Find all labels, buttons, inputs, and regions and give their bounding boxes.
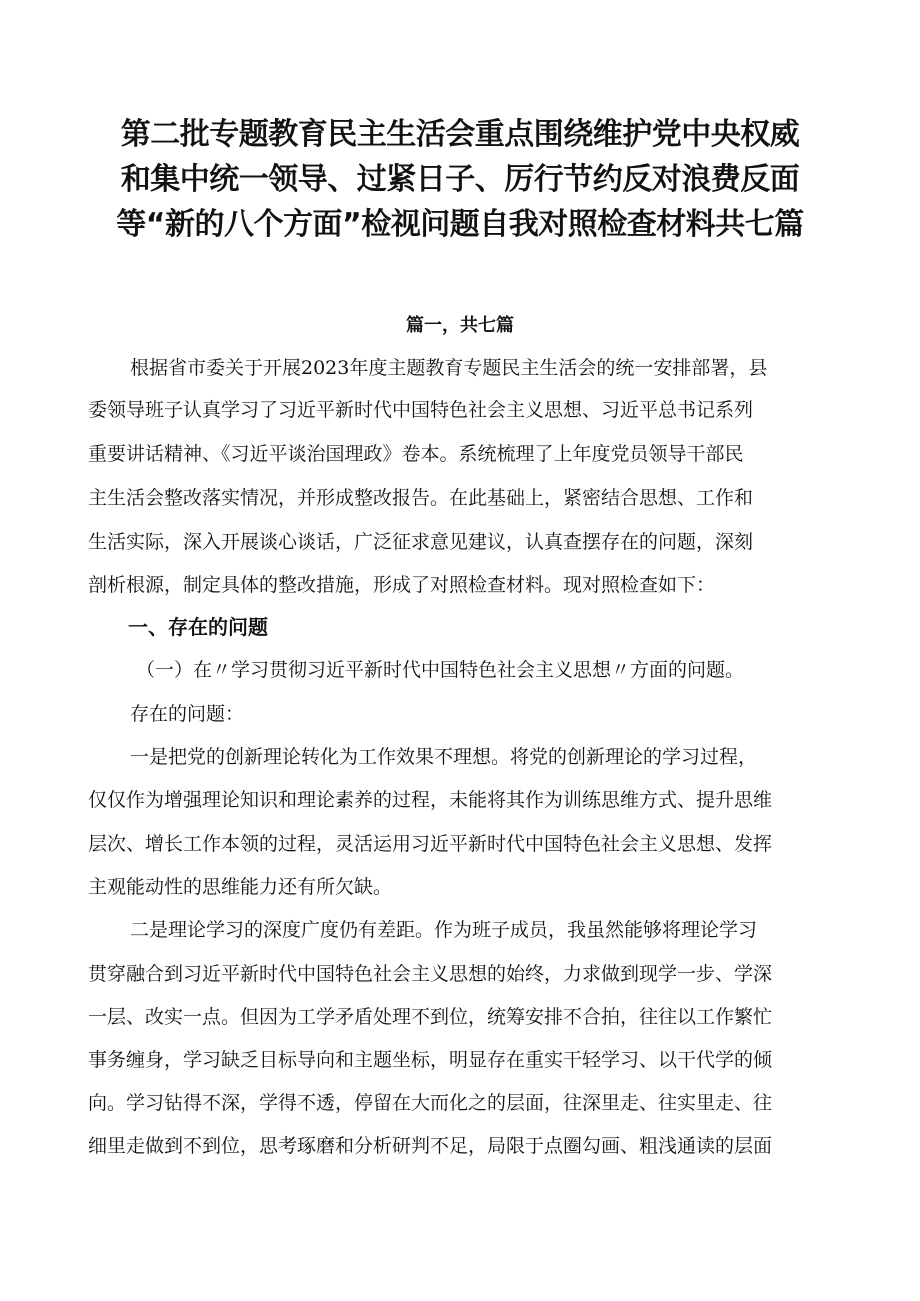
point-2-line: 细里走做到不到位，思考琢磨和分析研判不足，局限于点圈勾画、粗浅通读的层面 xyxy=(88,1135,773,1157)
point-1-line: 层次、增长工作本领的过程，灵活运用习近平新时代中国特色社会主义思想、发挥 xyxy=(88,833,773,855)
point-1-line: 一是把党的创新理论转化为工作效果不理想。将党的创新理论的学习过程， xyxy=(130,746,758,768)
existing-issues-label: 存在的问题： xyxy=(130,703,245,725)
intro-line: 剖析根源，制定具体的整改措施，形成了对照检查材料。现对照检查如下： xyxy=(88,574,716,596)
intro-line: 委领导班子认真学习了习近平新时代中国特色社会主义思想、习近平总书记系列 xyxy=(88,399,754,421)
point-2-line: 事务缠身，学习缺乏目标导向和主题坐标，明显存在重实干轻学习、以干代学的倾 xyxy=(88,1049,773,1071)
point-2-line: 向。学习钻得不深，学得不透，停留在大而化之的层面，往深里走、往实里走、往 xyxy=(88,1092,773,1114)
document-title xyxy=(60,112,860,247)
point-2-line: 二是理论学习的深度广度仍有差距。作为班子成员，我虽然能够将理论学习 xyxy=(130,919,758,941)
point-2-line: 贯穿融合到习近平新时代中国特色社会主义思想的始终，力求做到现学一步、学深 xyxy=(88,963,773,985)
intro-line: 生活实际，深入开展谈心谈话，广泛征求意见建议，认真查摆存在的问题，深刻 xyxy=(88,531,754,553)
title-line: 第二批专题教育民主生活会重点围绕维护党中央权威 xyxy=(120,117,800,152)
point-1-line: 主观能动性的思维能力还有所欠缺。 xyxy=(88,876,393,898)
title-line: 和集中统一领导、过紧日子、厉行节约反对浪费反面 xyxy=(120,162,800,197)
intro-line: 主生活会整改落实情况，并形成整改报告。在此基础上，紧密结合思想、工作和 xyxy=(88,487,754,509)
heading-existing-problems: 一、存在的问题 xyxy=(128,615,268,639)
title-line: 等“新的八个方面”检视问题自我对照检查材料共七篇 xyxy=(116,207,804,242)
section-title: 篇一，共七篇 xyxy=(406,315,514,336)
point-2-line: 一层、改实一点。但因为工学矛盾处理不到位，统筹安排不合拍，往往以工作繁忙 xyxy=(88,1006,773,1028)
intro-line: 根据省市委关于开展2023年度主题教育专题民主生活会的统一安排部署，县 xyxy=(130,357,768,379)
subheading-study-problems: （一）在〃学习贯彻习近平新时代中国特色社会主义思想〃方面的问题。 xyxy=(136,659,745,681)
point-1-line: 仅仅作为增强理论知识和理论素养的过程，未能将其作为训练思维方式、提升思维 xyxy=(88,789,773,811)
intro-line: 重要讲话精神、《习近平谈治国理政》卷本。系统梳理了上年度党员领导干部民 xyxy=(88,443,744,465)
